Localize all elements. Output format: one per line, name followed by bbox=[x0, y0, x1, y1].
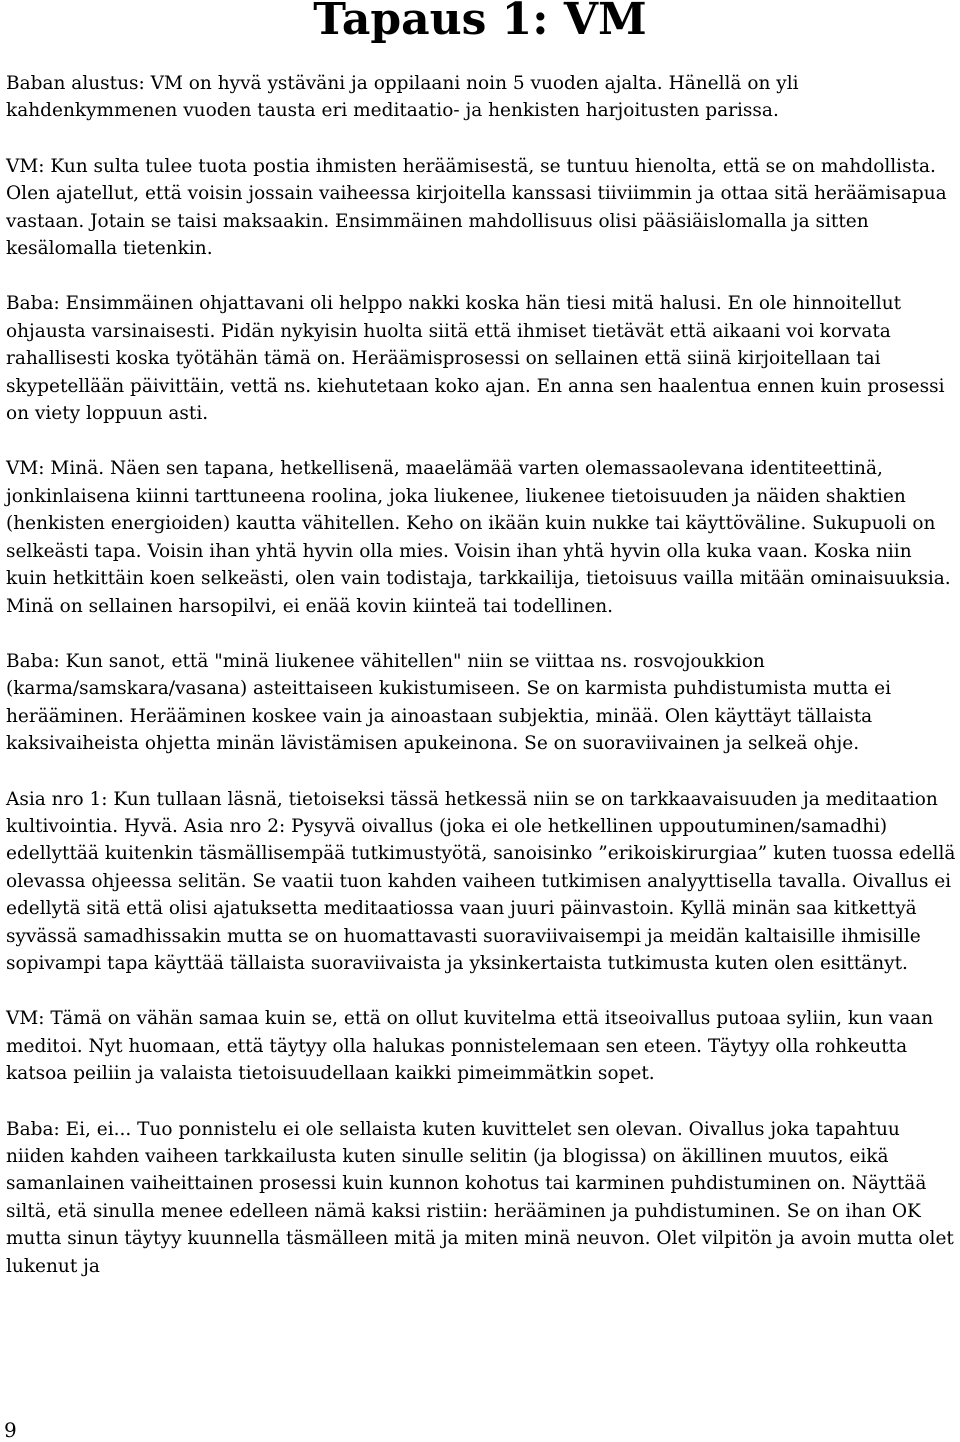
paragraph-vm-2: VM: Minä. Näen sen tapana, hetkellisenä, maaelämää varten olemassaolevana identiteettinä, jonkinlaisena kiinni tarttuneena roolina, joka liukenee, liukenee tietoisuuden ja näiden shaktien (henkisten energioiden) kautta vähitellen. Keho on ikään kuin nukke tai käyttöväline. Sukupuoli on selkeästi tapa. Voisin ihan yhtä hyvin olla mies. Voisin ihan yhtä hyvin olla kuka vaan. Koska niin kuin hetkittäin koen selkeästi, olen vain todistaja, tarkkailija, tietoisuus vailla mitään ominaisuuksia. Minä on sellainen harsopilvi, ei enää kovin kiinteä tai todellinen. bbox=[6, 458, 951, 617]
document-body bbox=[6, 70, 956, 1308]
page-number: 9 bbox=[4, 1418, 17, 1442]
paragraph-baba-1: Baba: Ensimmäinen ohjattavani oli helppo nakki koska hän tiesi mitä halusi. En ole hinnoitellut ohjausta varsinaisesti. Pidän nykyisin huolta siitä että ihmiset tietävät että aikaani voi korvata rahallisesti koska työtähän tämä on. Heräämisprosessi on sellainen että siinä kirjoitellaan tai skypetellään päivittäin, vettä ns. kiehutetaan koko ajan. En anna sen haalentua ennen kuin prosessi on viety loppuun asti. bbox=[6, 293, 945, 425]
paragraph-vm-1: VM: Kun sulta tulee tuota postia ihmisten heräämisestä, se tuntuu hienolta, että se on mahdollista. Olen ajatellut, että voisin jossain vaiheessa kirjoitella kanssasi tiiviimmin ja ottaa sitä heräämisapua vastaan. Jotain se taisi maksaakin. Ensimmäinen mahdollisuus olisi pääsiäislomalla ja sitten kesälomalla tietenkin. bbox=[6, 155, 947, 260]
page-title: Tapaus 1: VM bbox=[313, 0, 647, 45]
paragraph-vm-3: VM: Tämä on vähän samaa kuin se, että on ollut kuvitelma että itseoivallus putoaa syliin, kun vaan meditoi. Nyt huomaan, että täytyy olla halukas ponnistelemaan sen eteen. Täytyy olla rohkeutta katsoa peiliin ja valaista tietoisuudellaan kaikki pimeimmätkin sopet. bbox=[6, 1008, 934, 1085]
paragraph-asia: Asia nro 1: Kun tullaan läsnä, tietoiseksi tässä hetkessä niin se on tarkkaavaisuuden ja meditaation kultivointia. Hyvä. Asia nro 2: Pysyvä oivallus (joka ei ole hetkellinen uppoutuminen/samadhi) edellyttää kuitenkin täsmällisempää tutkimustyötä, sanoisinko ”erikoiskirurgiaa” kuten tuossa edellä olevassa ohjeessa selitän. Se vaatii tuon kahden vaiheen tutkimisen analyyttisella tavalla. Oivallus ei edellytä sitä että olisi ajatuksetta meditaatiossa vaan juuri päinvastoin. Kyllä minän saa kitkettyä syvässä samadhissakin mutta se on huomattavasti suoraviivaisempi ja meidän kaltaisille ihmisille sopivampi tapa käyttää tällaista suoraviivaista ja yksinkertaista tutkimusta kuten olen esittänyt. bbox=[6, 788, 956, 974]
paragraph-baba-2: Baba: Kun sanot, että "minä liukenee vähitellen" niin se viittaa ns. rosvojoukkion (karma/samskara/vasana) asteittaiseen kukistumiseen. Se on karmista puhdistumista mutta ei herääminen. Herääminen koskee vain ja ainoastaan subjektia, minää. Olen käyttäyt tällaista kaksivaiheista ohjetta minän lävistämisen apukeinona. Se on suoraviivainen ja selkeä ohje. bbox=[6, 650, 891, 755]
paragraph-baba-3: Baba: Ei, ei... Tuo ponnistelu ei ole sellaista kuten kuvittelet sen olevan. Oivallus joka tapahtuu niiden kahden vaiheen tarkkailusta kuten sinulle selitin (ja blogissa) on äkillinen muutos, eikä samanlainen vaiheittainen prosessi kuin kunnon kohotus tai karminen puhdistuminen on. Näyttää siltä, etä sinulla menee edelleen nämä kaksi ristiin: herääminen ja puhdistuminen. Se on ihan OK mutta sinun täytyy kuunnella täsmälleen mitä ja miten minä neuvon. Olet vilpitön ja avoin mutta olet lukenut ja bbox=[6, 1118, 954, 1277]
paragraph-intro: Baban alustus: VM on hyvä ystäväni ja oppilaani noin 5 vuoden ajalta. Hänellä on yli kahdenkymmenen vuoden tausta eri meditaatio- ja henkisten harjoitusten parissa. bbox=[6, 73, 799, 122]
